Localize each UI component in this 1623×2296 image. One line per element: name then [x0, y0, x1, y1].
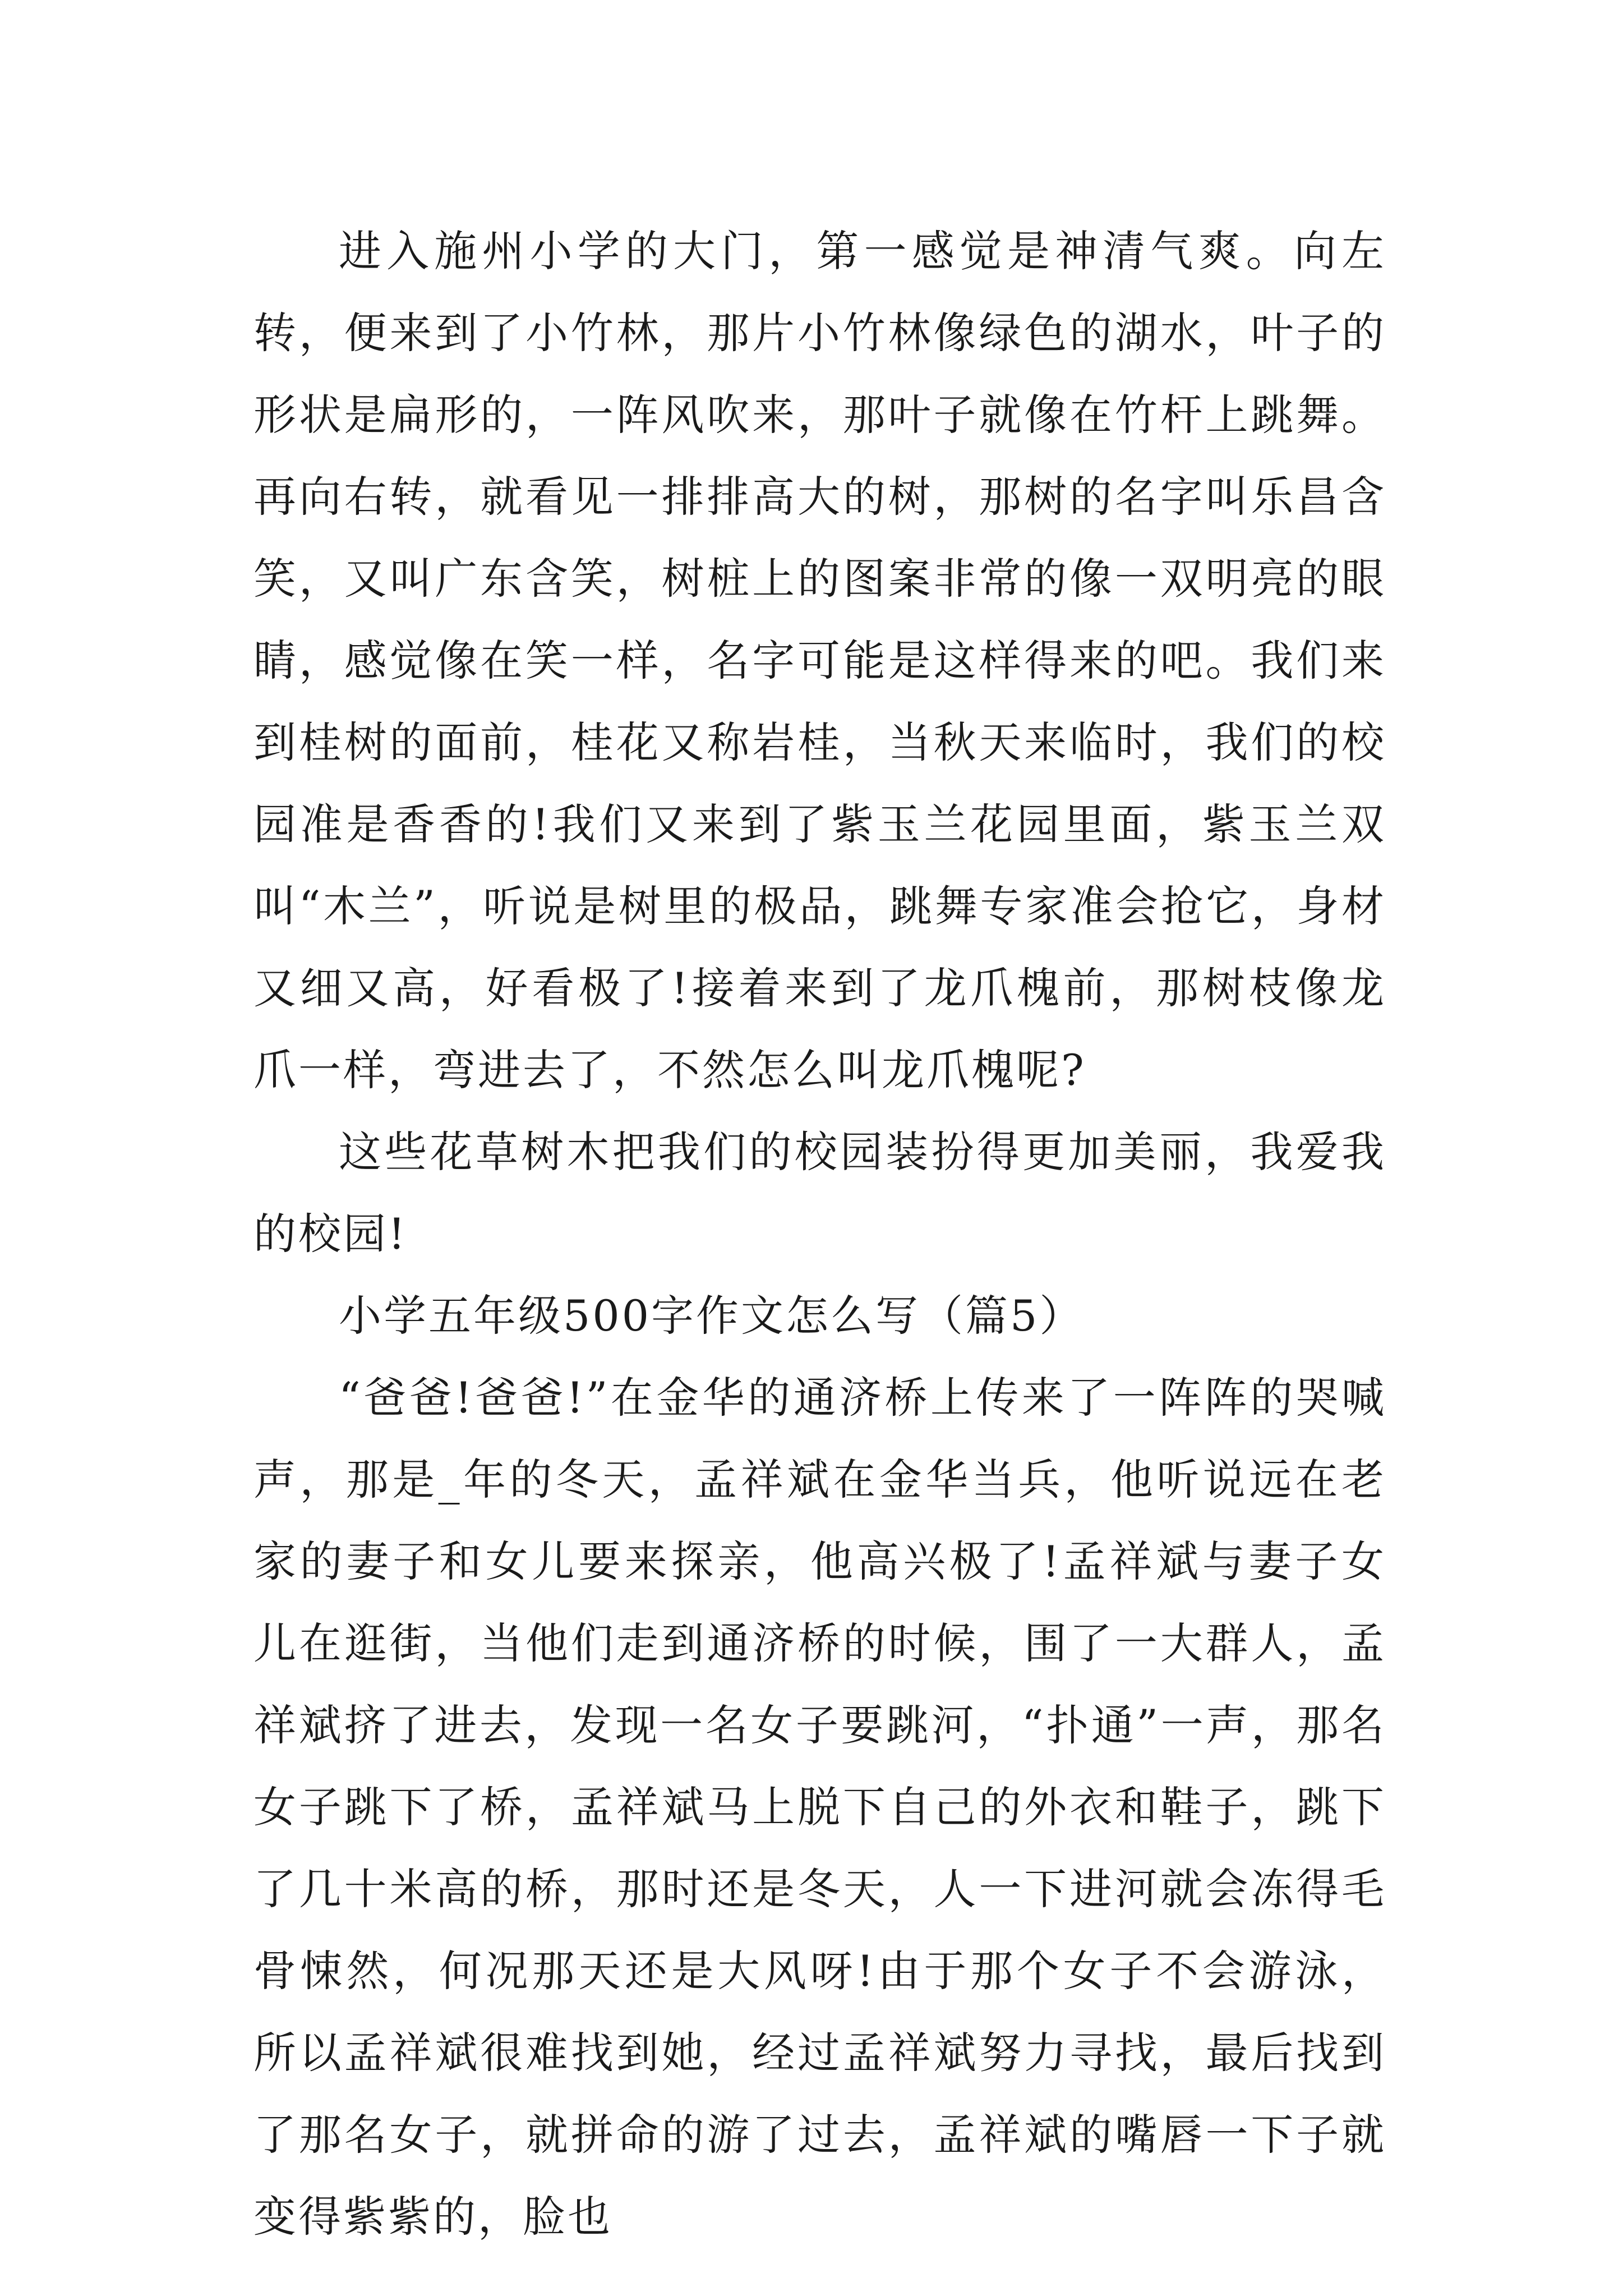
- paragraph-campus-walk: 进入施州小学的大门，第一感觉是神清气爽。向左转，便来到了小竹林，那片小竹林像绿色的湖水，叶子的形状是扁形的，一阵风吹来，那叶子就像在竹杆上跳舞。再向右转，就看见一排排高大的树，那树的名字叫乐昌含笑，又叫广东含笑，树桩上的图案非常的像一双明亮的眼睛，感觉像在笑一样，名字可能是这样得来的吧。我们来到桂树的面前，桂花又称岩桂，当秋天来临时，我们的校园准是香香的!我们又来到了紫玉兰花园里面，紫玉兰双叫“木兰”，听说是树里的极品，跳舞专家准会抢它，身材又细又高，好看极了!接着来到了龙爪槐前，那树枝像龙爪一样，弯进去了，不然怎么叫龙爪槐呢?: [253, 226, 1386, 1095]
- section-heading: 小学五年级500字作文怎么写（篇5）: [339, 1291, 1085, 1341]
- article-body: [253, 210, 1386, 2258]
- paragraph-bridge-story: “爸爸!爸爸!”在金华的通济桥上传来了一阵阵的哭喊声，那是_年的冬天，孟祥斌在金华当兵，他听说远在老家的妻子和女儿要来探亲，他高兴极了!孟祥斌与妻子女儿在逛街，当他们走到通济桥的时候，围了一大群人，孟祥斌挤了进去，发现一名女子要跳河，“扑通”一声，那名女子跳下了桥，孟祥斌马上脱下自己的外衣和鞋子，跳下了几十米高的桥，那时还是冬天，人一下进河就会冻得毛骨悚然，何况那天还是大风呀!由于那个女子不会游泳，所以孟祥斌很难找到她，经过孟祥斌努力寻找，最后找到了那名女子，就拼命的游了过去，孟祥斌的嘴唇一下子就变得紫紫的，脸也: [253, 1373, 1386, 2242]
- paragraph-love-campus: 这些花草树木把我们的校园装扮得更加美丽，我爱我的校园!: [253, 1127, 1386, 1259]
